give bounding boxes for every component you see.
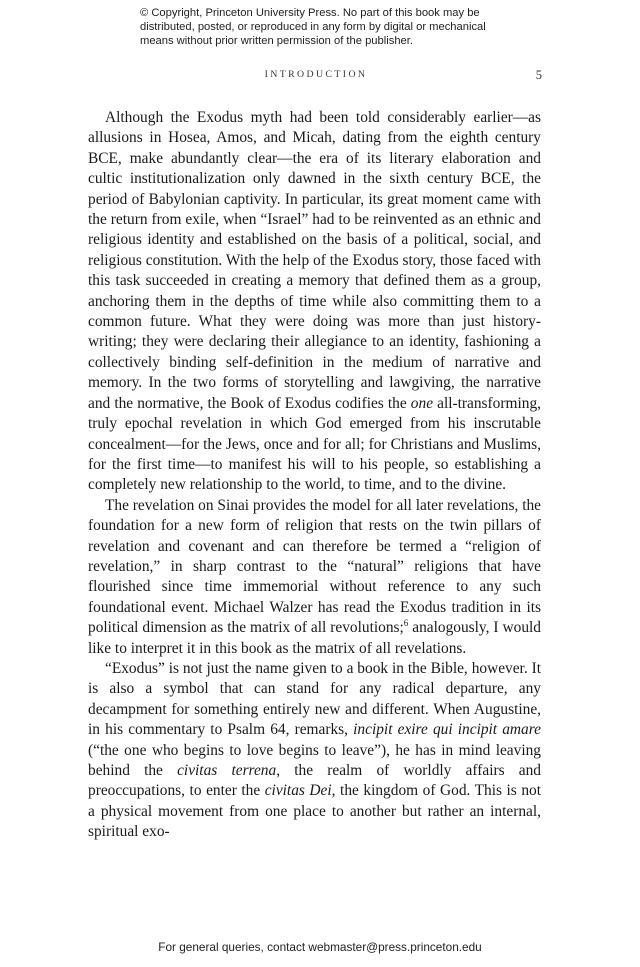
paragraph-1 (88, 108, 541, 496)
body-text (88, 108, 541, 843)
text-run: “Exodus” is not just the name given to a book in the Bible, however. It is also a symbol that can stand for any radical departure, any decampment for something entirely new and different. When Augustine, in his commentary to Psalm 64, remarks, (88, 659, 541, 739)
emphasis: civitas Dei (264, 782, 332, 800)
text-run: Although the Exodus myth had been told considerably earlier—as allusions in Hosea, Amos, and Micah, dating from the eighth century BCE, make abundantly clear—the era of its literary elaboration and cultic institutionalization only dawned in the sixth century BCE, the period of Babylonian captivity. In particular, its great moment came with the return from exile, when “Israel” had to be reinvented as an ethnic and religious identity and established on the basis of a political, social, and religious constitution. With the help of the Exodus story, those faced with this task succeeded in creating a memory that defined them as a group, anchoring them in the depths of time while also committing them to a common future. What they were doing was more than just history-writing; they were declaring their allegiance to an identity, fashioning a collectively binding self-definition in the medium of narrative and memory. In the two forms of storytelling and lawgiving, the narrative and the normative, the Book of Exodus codifies the (88, 109, 541, 412)
text-run: The revelation on Sinai provides the model for all later revelations, the foundation for a new form of religion that rests on the twin pillars of revelation and covenant and can therefore be termed a “religion of revelation,” in sharp contrast to the “natural” religions that have flourished since time immemorial without reference to any such foundational event. Michael Walzer has read the Exodus tradition in its political dimension as the matrix of all revolutions; (88, 496, 541, 637)
page-number: 5 (535, 68, 542, 82)
text-run: analogously, I would like to interpret it in this book as the matrix of all revelations. (88, 619, 541, 657)
text-run: , the realm of worldly affairs and preoccupations, to enter the (88, 762, 542, 800)
copyright-notice (140, 6, 520, 48)
page-header (90, 69, 542, 83)
paragraph-2 (88, 496, 541, 659)
footer-contact: For general queries, contact webmaster@press.princeton.edu (158, 940, 482, 954)
copyright-line: means without prior written permission of the publisher. (140, 35, 413, 47)
emphasis: incipit exire qui incipit amare (353, 721, 541, 739)
running-head: INTRODUCTION (264, 69, 368, 80)
emphasis: civitas terrena (177, 762, 277, 779)
paragraph-3 (88, 659, 541, 843)
text-run: , the kingdom of God. This is not a physical movement from one place to another but rather an internal, spiritual exo- (88, 782, 542, 841)
footnote-ref[interactable]: 6 (403, 618, 409, 629)
text-run: (“the one who begins to love begins to leave”), he has in mind leaving behind the (88, 741, 541, 779)
copyright-line: distributed, posted, or reproduced in any form by digital or mechanical (140, 21, 486, 33)
text-run: all-transforming, truly epochal revelation in which God emerged from his inscrutable concealment—for the Jews, once and for all; for Christians and Muslims, for the first time—to manifest his will to his people, so establishing a completely new relationship to the world, to time, and to the divine. (88, 394, 541, 494)
copyright-line: © Copyright, Princeton University Press. No part of this book may be (140, 7, 480, 19)
emphasis: one (410, 394, 434, 412)
